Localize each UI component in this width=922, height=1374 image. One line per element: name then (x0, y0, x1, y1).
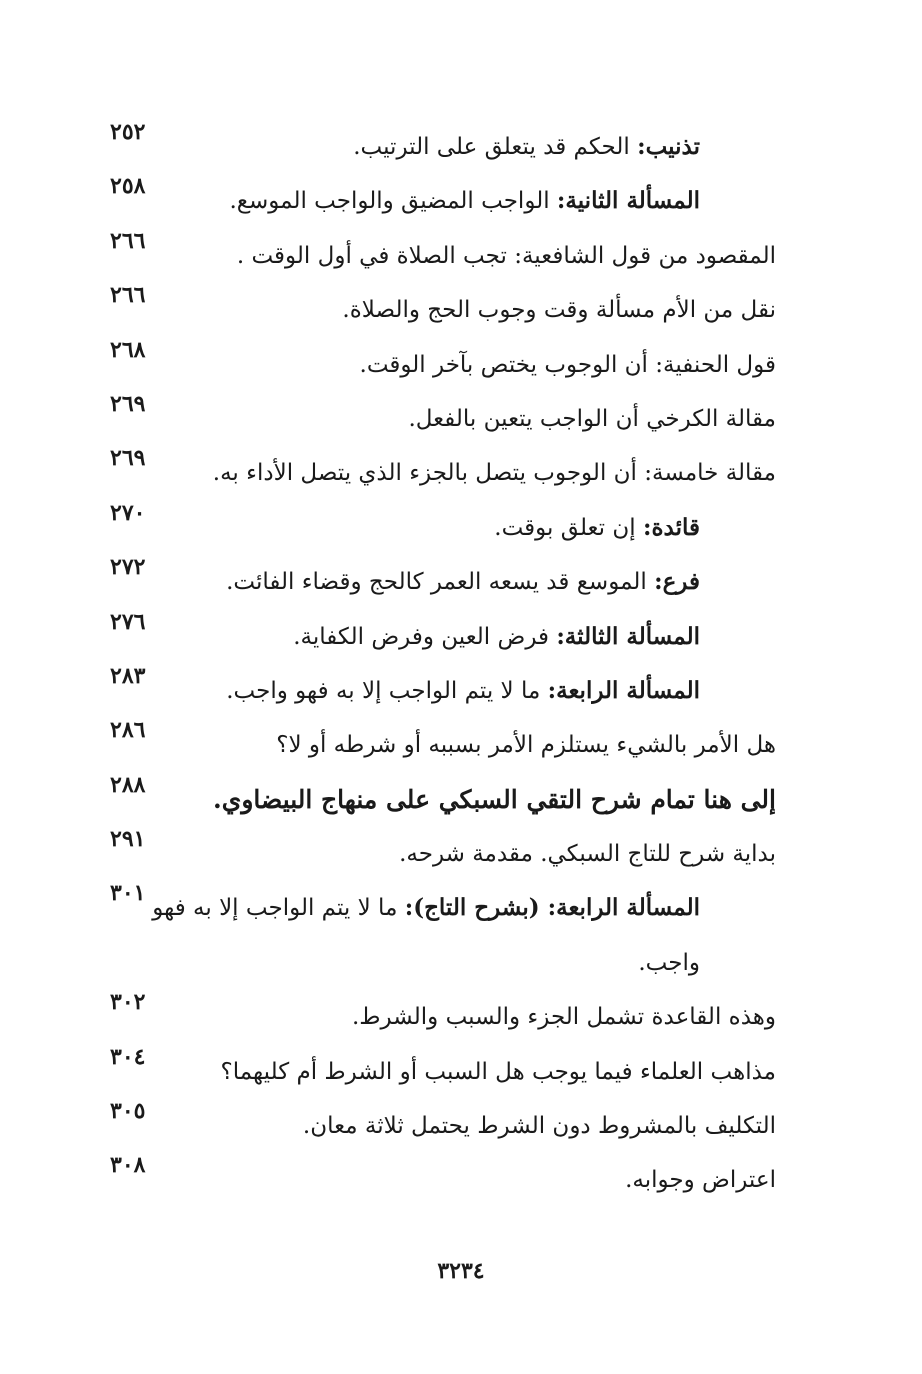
toc-page-number: ٢٦٩ (110, 445, 146, 472)
toc-page-number: ٢٧٦ (110, 608, 146, 635)
toc-entry-lead: المسألة الثانية: (556, 187, 700, 215)
toc-entry-text: ما لا يتم الواجب إلا به فهو واجب. (152, 895, 700, 976)
toc-entry-text: مقالة الكرخي أن الواجب يتعين بالفعل. (408, 405, 776, 432)
toc-row (0, 819, 922, 873)
toc-page-number: ٢٦٩ (110, 390, 146, 417)
toc-page-number: ٢٧٠ (110, 499, 146, 526)
toc-entry-text: الحكم قد يتعلق على الترتيب. (353, 134, 638, 160)
toc-entry-lead: المسألة الثالثة: (556, 622, 700, 650)
toc-page-number: ٣٠٢ (110, 989, 146, 1016)
toc-entry-lead: المسألة الرابعة: (547, 676, 700, 704)
toc-entry-text: التكليف بالمشروط دون الشرط يحتمل ثلاثة معان. (302, 1113, 776, 1140)
toc-page-number: ٢٥٨ (110, 173, 146, 200)
toc-page-number: ٢٦٦ (110, 282, 146, 309)
toc-row (0, 112, 922, 166)
toc-entry-text: إلى هنا تمام شرح التقي السبكي على منهاج البيضاوي. (213, 784, 776, 814)
toc-row (0, 493, 922, 547)
toc-entry-text: المقصود من قول الشافعية: تجب الصلاة في أول الوقت . (236, 242, 776, 269)
toc-row (0, 1037, 922, 1091)
toc-entry-text: مذاهب العلماء فيما يوجب هل السبب أو الشرط أم كليهما؟ (220, 1058, 776, 1085)
toc-row (0, 1091, 922, 1145)
toc-row (0, 384, 922, 438)
toc-entry-text: نقل من الأم مسألة وقت وجوب الحج والصلاة. (342, 297, 776, 324)
toc-page-number: ٣٠١ (110, 880, 146, 907)
toc-entry-text: الواجب المضيق والواجب الموسع. (229, 188, 557, 215)
toc-page-number: ٢٦٦ (110, 227, 146, 254)
toc-entry-text: إن تعلق بوقت. (494, 514, 643, 541)
toc-row (0, 710, 922, 764)
toc-row (0, 873, 922, 982)
toc-entry-text: اعتراض وجوابه. (625, 1167, 776, 1194)
toc-row (0, 275, 922, 329)
toc-row (0, 602, 922, 656)
toc-page-number: ٣٠٨ (110, 1152, 146, 1179)
toc-row (0, 221, 922, 275)
toc-page-number: ٢٨٣ (110, 662, 146, 689)
toc-entry-text: بداية شرح للتاج السبكي. مقدمة شرحه. (399, 841, 776, 868)
toc-row (0, 982, 922, 1036)
toc-row (0, 166, 922, 220)
toc-page-number: ٢٦٨ (110, 336, 146, 363)
toc-page-number: ٢٩١ (110, 826, 146, 853)
toc-entry-lead: قائدة: (642, 513, 700, 541)
toc-row (0, 765, 922, 819)
toc-entry-lead: فرع: (654, 568, 700, 596)
table-of-contents (0, 112, 922, 1200)
toc-row (0, 330, 922, 384)
toc-row (0, 438, 922, 492)
toc-entry-lead: المسألة الرابعة: (بشرح التاج): (404, 894, 700, 922)
toc-entry-text: قول الحنفية: أن الوجوب يختص بآخر الوقت. (359, 351, 776, 378)
toc-entry-text: ما لا يتم الواجب إلا به فهو واجب. (226, 677, 548, 704)
toc-page-number: ٢٥٢ (110, 119, 146, 145)
toc-page-number: ٣٠٥ (110, 1098, 146, 1125)
toc-page-number: ٢٨٦ (110, 717, 146, 744)
toc-page-number: ٢٧٢ (110, 554, 146, 581)
toc-row (0, 656, 922, 710)
toc-page-number: ٣٠٤ (110, 1043, 146, 1070)
toc-row (0, 547, 922, 601)
folio-page-number: ٣٢٣٤ (437, 1258, 485, 1284)
toc-entry-text: مقالة خامسة: أن الوجوب يتصل بالجزء الذي يتصل الأداء به. (212, 460, 776, 487)
toc-entry-text: هل الأمر بالشيء يستلزم الأمر بسببه أو شرطه أو لا؟ (276, 732, 776, 759)
toc-row (0, 1145, 922, 1199)
toc-entry-text: الموسع قد يسعه العمر كالحج وقضاء الفائت. (226, 569, 655, 596)
toc-entry (206, 1153, 776, 1207)
toc-entry-lead: تذنيب: (637, 133, 700, 160)
toc-entry-text: فرض العين وفرض الكفاية. (293, 623, 557, 650)
toc-entry (130, 881, 700, 990)
toc-page-number: ٢٨٨ (110, 771, 146, 798)
toc-entry-text: وهذه القاعدة تشمل الجزء والسبب والشرط. (351, 1004, 776, 1031)
